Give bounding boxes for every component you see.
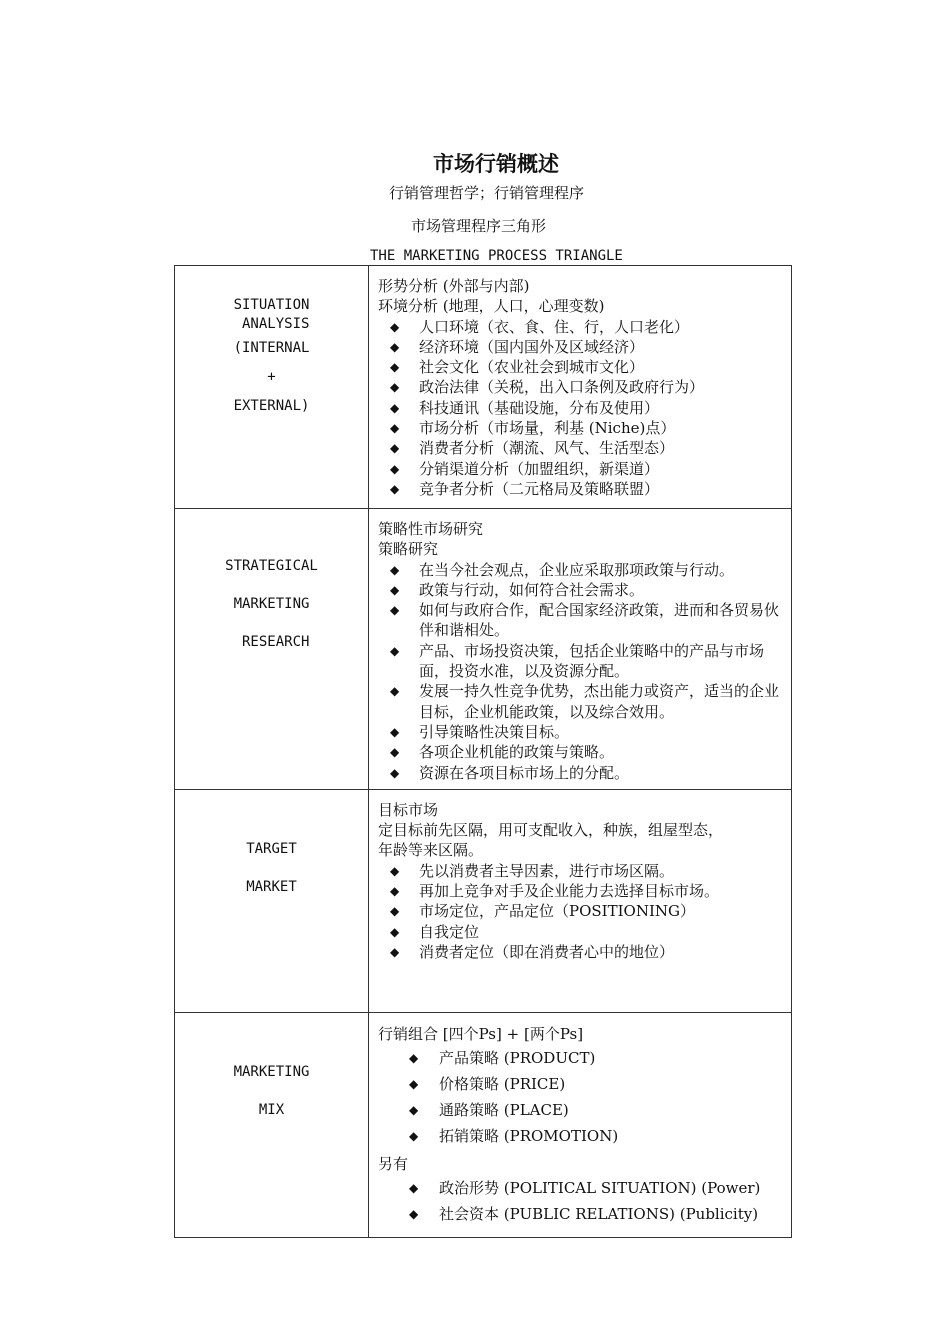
list-item: ◆ 在当今社会观点，企业应采取那项政策与行动。 [390, 560, 735, 579]
label-line: MARKETING [233, 596, 310, 612]
section-subheading: 策略研究 [378, 540, 439, 559]
list-item: ◆ 政策与行动，如何符合社会需求。 [390, 580, 645, 599]
label-line: MARKET [246, 878, 297, 895]
list-item: ◆ 资源在各项目标市场上的分配。 [390, 763, 630, 782]
section-heading: 策略性市场研究 [378, 520, 484, 538]
label-line: RESEARCH [233, 634, 310, 650]
row-label-situation [175, 266, 369, 509]
section-text: 定目标前先区隔，用可支配收入，种族，组屋型态， [378, 821, 724, 840]
bullet-list [378, 317, 785, 500]
list-item: ◆ 各项企业机能的政策与策略。 [390, 743, 615, 762]
diamond-bullet-icon: ◆ [390, 562, 400, 577]
diamond-bullet-icon: ◆ [409, 1128, 419, 1143]
bullet-list [378, 861, 785, 962]
section-heading: 形势分析 (外部与内部) [378, 277, 530, 295]
row-content-situation [369, 266, 792, 509]
label-line: TARGET [246, 840, 297, 857]
diamond-bullet-icon: ◆ [390, 684, 400, 699]
diamond-bullet-icon: ◆ [390, 380, 400, 395]
list-item: ◆ 拓销策略 (PROMOTION) [378, 1123, 785, 1149]
label-line: EXTERNAL) [233, 398, 310, 414]
row-label-target [175, 789, 369, 1012]
diamond-bullet-icon: ◆ [390, 643, 400, 658]
subtitle-philosophy: 行销管理哲学；行销管理程序 [389, 184, 585, 202]
subtitle-triangle: 市场管理程序三角形 [411, 217, 547, 235]
list-item: ◆ 市场分析（市场量，利基 (Niche)点） [390, 419, 676, 438]
label-line: ANALYSIS [233, 316, 310, 332]
list-item: ◆ 人口环境（衣、食、住、行，人口老化） [390, 317, 690, 336]
section-also-label: 另有 [378, 1154, 409, 1173]
list-item: ◆ 发展一持久性竞争优势，杰出能力或资产，适当的企业目标，企业机能政策，以及综合效用。 [390, 682, 780, 721]
diamond-bullet-icon: ◆ [390, 360, 400, 375]
page-title: 市场行销概述 [433, 152, 559, 176]
section-text: 年龄等来区隔。 [378, 841, 484, 860]
diamond-bullet-icon: ◆ [390, 339, 400, 354]
bullet-list [378, 1175, 785, 1227]
diamond-bullet-icon: ◆ [409, 1102, 419, 1117]
diamond-bullet-icon: ◆ [390, 884, 400, 899]
list-item: ◆ 先以消费者主导因素，进行市场区隔。 [390, 861, 675, 880]
section-heading: 目标市场 [378, 800, 439, 819]
list-item: ◆ 自我定位 [390, 922, 480, 941]
list-item: ◆ 社会文化（农业社会到城市文化） [390, 358, 645, 377]
section-heading: 行销组合 [四个Ps] + [两个Ps] [378, 1024, 584, 1043]
diamond-bullet-icon: ◆ [390, 944, 400, 959]
row-label-mix [175, 1012, 369, 1237]
row-label-strategical [175, 509, 369, 790]
bullet-list [378, 560, 785, 783]
list-item: ◆ 消费者定位（即在消费者心中的地位） [390, 942, 675, 961]
row-content-target [369, 789, 792, 1012]
marketing-process-table [174, 265, 792, 1238]
section-subheading: 环境分析 (地理，人口，心理变数) [378, 297, 605, 316]
diamond-bullet-icon: ◆ [390, 724, 400, 739]
label-line: MARKETING [233, 1063, 310, 1080]
diamond-bullet-icon: ◆ [409, 1076, 419, 1091]
list-item: ◆ 消费者分析（潮流、风气、生活型态） [390, 439, 675, 458]
bullet-list [378, 1045, 785, 1149]
label-line: SITUATION [233, 297, 310, 313]
table-caption: THE MARKETING PROCESS TRIANGLE [370, 248, 623, 264]
table-row-mix [175, 1012, 792, 1237]
list-item: ◆ 竞争者分析（二元格局及策略联盟） [390, 479, 660, 498]
label-line: STRATEGICAL [225, 558, 318, 574]
diamond-bullet-icon: ◆ [390, 461, 400, 476]
row-content-mix [369, 1012, 792, 1237]
table-row-strategical [175, 509, 792, 790]
diamond-bullet-icon: ◆ [390, 400, 400, 415]
label-line: + [267, 369, 276, 385]
table-row-target [175, 789, 792, 1012]
diamond-bullet-icon: ◆ [390, 745, 400, 760]
diamond-bullet-icon: ◆ [390, 319, 400, 334]
diamond-bullet-icon: ◆ [390, 924, 400, 939]
diamond-bullet-icon: ◆ [390, 765, 400, 780]
list-item: ◆ 价格策略 (PRICE) [378, 1071, 785, 1097]
label-line: (INTERNAL [233, 340, 310, 356]
list-item: ◆ 如何与政府合作，配合国家经济政策，进而和各贸易伙伴和谐相处。 [390, 601, 780, 640]
row-content-strategical [369, 509, 792, 790]
diamond-bullet-icon: ◆ [390, 481, 400, 496]
diamond-bullet-icon: ◆ [390, 603, 400, 618]
list-item: ◆ 经济环境（国内国外及区域经济） [390, 337, 645, 356]
diamond-bullet-icon: ◆ [390, 863, 400, 878]
list-item: ◆ 政治形势 (POLITICAL SITUATION) (Power) [378, 1175, 785, 1201]
table-row-situation [175, 266, 792, 509]
list-item: ◆ 通路策略 (PLACE) [378, 1097, 785, 1123]
diamond-bullet-icon: ◆ [409, 1180, 419, 1195]
list-item: ◆ 产品、市场投资决策，包括企业策略中的产品与市场面，投资水准，以及资源分配。 [390, 641, 765, 681]
diamond-bullet-icon: ◆ [409, 1206, 419, 1221]
list-item: ◆ 市场定位，产品定位（POSITIONING） [390, 902, 695, 921]
list-item: ◆ 产品策略 (PRODUCT) [378, 1045, 785, 1071]
list-item: ◆ 科技通讯（基础设施，分布及使用） [390, 398, 660, 417]
diamond-bullet-icon: ◆ [409, 1050, 419, 1065]
list-item: ◆ 分销渠道分析（加盟组织，新渠道） [390, 459, 660, 478]
list-item: ◆ 再加上竞争对手及企业能力去选择目标市场。 [390, 882, 720, 901]
list-item: ◆ 社会资本 (PUBLIC RELATIONS) (Publicity) [378, 1201, 785, 1227]
diamond-bullet-icon: ◆ [390, 582, 400, 597]
diamond-bullet-icon: ◆ [390, 441, 400, 456]
list-item: ◆ 引导策略性决策目标。 [390, 722, 570, 741]
diamond-bullet-icon: ◆ [390, 904, 400, 919]
label-line: MIX [258, 1101, 285, 1118]
list-item: ◆ 政治法律（关税，出入口条例及政府行为） [390, 378, 705, 397]
diamond-bullet-icon: ◆ [390, 421, 400, 436]
